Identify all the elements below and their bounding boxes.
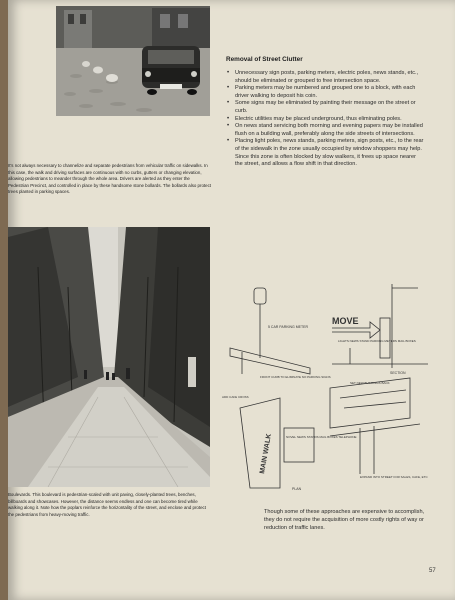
bullet-item: • On news stand servicing both morning and evening papers may be installed flush on a building wall, preferably along the side streets of intersections. — [226, 123, 424, 138]
bottom-photo-caption: Boulevards. This boulevard is pedestrian-scaled with unit paving, closely-planted trees, benches, billboards and showcases. However, the distance seems endless and one can become tired while walking along it. Note how the poplars reinforce the horizontality of the street, and enclose and protect the pedestrians from heavy-moving traffic. — [8, 492, 206, 517]
top-photo-caption: It's not always necessary to channelize and separate pedestrians from vehicular traffic on sidewalks. In this case, the walk and driving surfaces are continuous with no curbs, gutters or changing elevation, allowing pedestrians to meander through the whole area. Drivers are alerted as they enter the Pedestrian Precinct, and controlled in place by these handsome stone bollards. The bollards also protect trees planted in parking spaces. — [8, 163, 211, 195]
closing-paragraph: Though some of these approaches are expensive to accomplish, they do not require the acquisition of more costly rights of way or reduction of traffic lanes. — [264, 509, 425, 531]
page-number: 57 — [429, 568, 436, 574]
sketch-label-parking-meter: 5 CAR PARKING METER — [268, 325, 308, 329]
bullet-item: • Electric utilities may be placed underground, thus eliminating poles. — [226, 116, 424, 124]
sketch-label-lights: LIGHTS NEWS STAND PARKING METERS MAIL BOXES — [338, 339, 416, 343]
bullet-item: • Parking meters may be numbered and grouped one to a block, with each driver walking to deposit his coin. — [226, 85, 424, 100]
street-bollards-image — [56, 6, 210, 116]
boulevard-image — [8, 227, 210, 487]
sketch-label-move: MOVE — [332, 316, 359, 326]
sketch-label-novel: NOVEL NEWS STANDS MAIL BOXES TELEPHONE — [286, 435, 357, 439]
sketch-label-section: SECTION — [390, 371, 406, 375]
section-title: Removal of Street Clutter — [226, 56, 303, 63]
clutter-bullet-list — [226, 70, 424, 169]
book-page — [8, 0, 455, 600]
sketch-label-expand: EXPAND INTO STREET FOR SALES, CAFE, ETC — [360, 475, 428, 479]
bullet-item: • Placing light poles, news stands, parking meters, sign posts, etc., to the rear of the sidewalk in the zone usually occupied by window shoppers may help. Since this zone is often blocked by slow walkers, it frees up space nearer the street, and allows a flow shift in that direction. — [226, 138, 424, 168]
sketch-drawing — [220, 278, 430, 498]
sketch-label-main-walk: MAIN WALK — [259, 433, 273, 475]
boulevard-photo — [8, 227, 210, 487]
bullet-item: • Unnecessary sign posts, parking meters, electric poles, news stands, etc., should be eliminated or grouped to free intersection space. — [226, 70, 424, 85]
sketch-label-set-new: SET NEW BUILDINGS BACK — [350, 381, 390, 385]
bullet-item: • Some signs may be eliminated by painting their message on the street or curb. — [226, 100, 424, 115]
sketch-label-front-curb: FRONT CURB TO ELIMINATE NO PARKING SIGNS — [260, 375, 331, 379]
sketch-label-add-cafe: ADD CAFE CROSS — [222, 395, 249, 399]
sketch-label-plan: PLAN — [292, 487, 302, 491]
street-bollards-photo — [56, 6, 210, 116]
street-clutter-sketches — [220, 278, 430, 498]
